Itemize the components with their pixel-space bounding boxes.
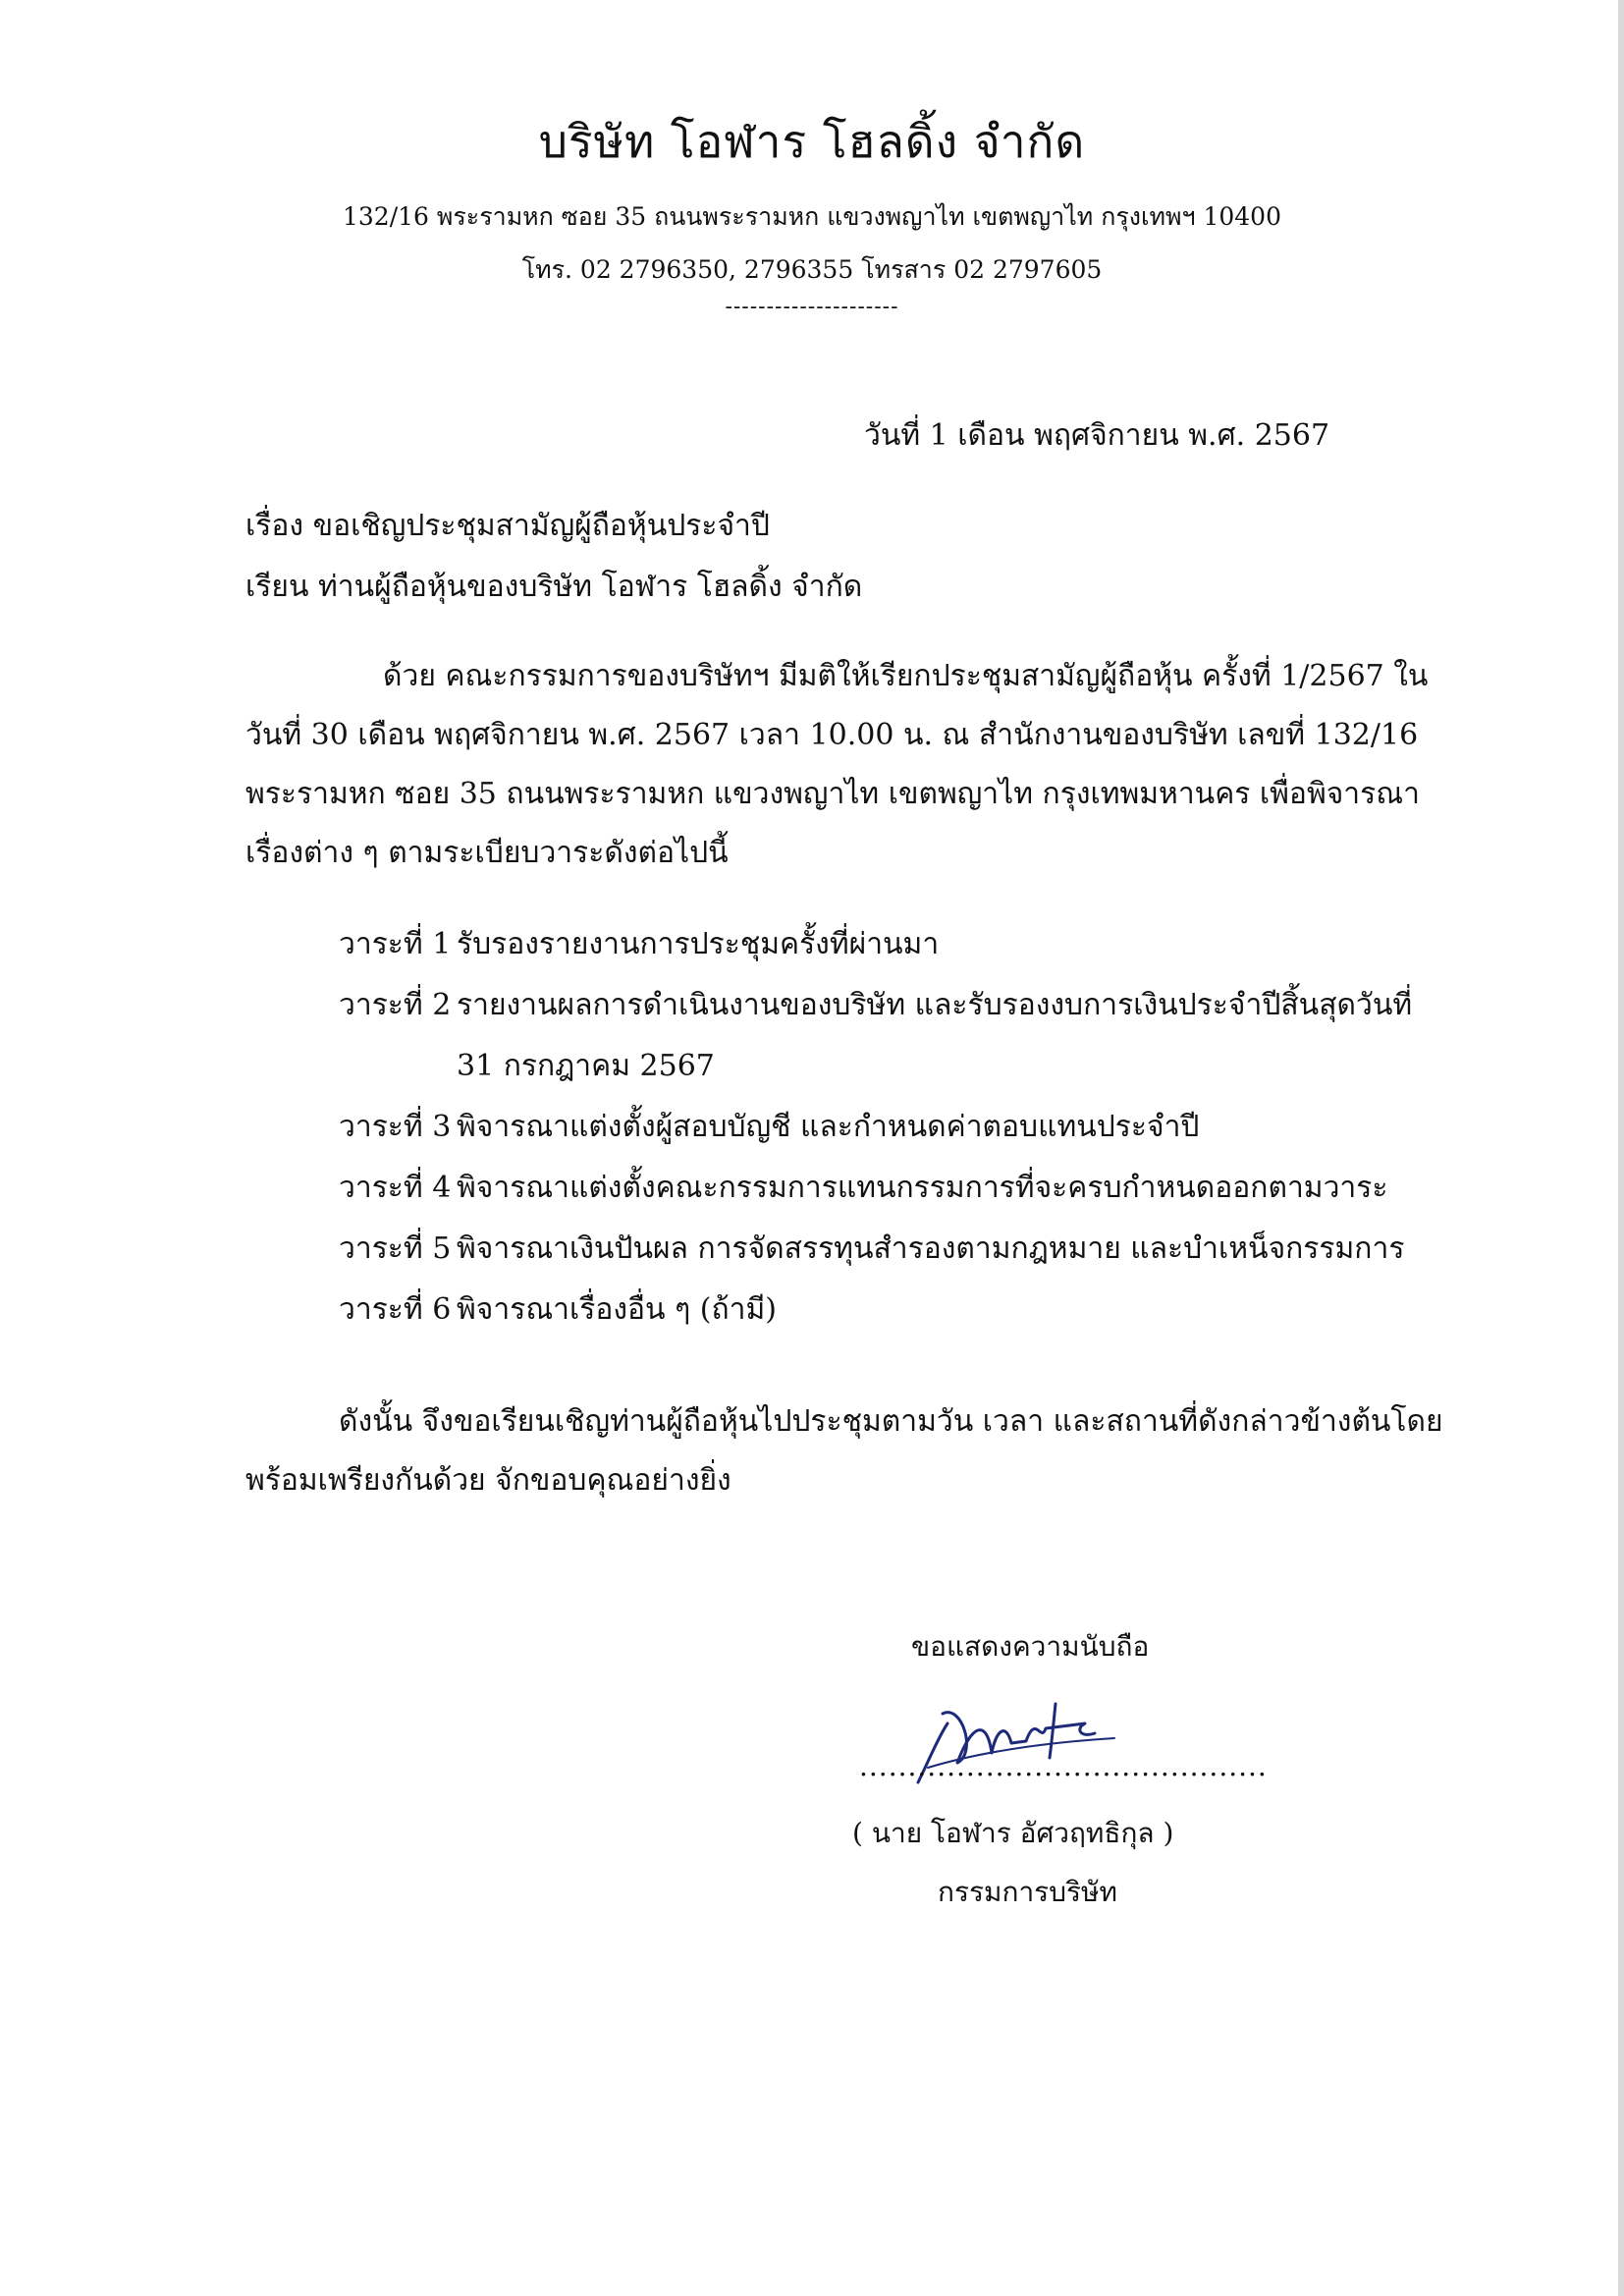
letter-date: วันที่ 1 เดือน พฤศจิกายน พ.ศ. 2567 <box>864 418 1330 453</box>
letter-recipient: เรียน ท่านผู้ถือหุ้นของบริษัท โอฬาร โฮลดิ้ง จำกัด <box>245 570 863 604</box>
company-name: บริษัท โอฬาร โฮลดิ้ง จำกัด <box>538 115 1086 168</box>
signer-title: กรรมการบริษัท <box>938 1876 1117 1908</box>
body-line-3: พระรามหก ซอย 35 ถนนพระรามหก แขวงพญาไท เขตพญาไท กรุงเทพมหานคร เพื่อพิจารณา <box>245 777 1420 811</box>
company-address: 132/16 พระรามหก ซอย 35 ถนนพระรามหก แขวงพญาไท เขตพญาไท กรุงเทพฯ 10400 <box>343 202 1281 231</box>
agenda-text-5: พิจารณาเงินปันผล การจัดสรรทุนสำรองตามกฎหมาย และบำเหน็จกรรมการ <box>457 1231 1405 1266</box>
letter-subject: เรื่อง ขอเชิญประชุมสามัญผู้ถือหุ้นประจำปี <box>245 509 770 543</box>
agenda-label-1: วาระที่ 1 <box>339 927 452 961</box>
agenda-text-4: พิจารณาแต่งตั้งคณะกรรมการแทนกรรมการที่จะครบกำหนดออกตามวาระ <box>457 1171 1388 1205</box>
body-line-4: เรื่องต่าง ๆ ตามระเบียบวาระดังต่อไปนี้ <box>245 836 729 870</box>
agenda-label-6: วาระที่ 6 <box>339 1292 452 1327</box>
scan-edge-shadow <box>1618 0 1624 2296</box>
company-phone-fax: โทร. 02 2796350, 2796355 โทรสาร 02 2797605 <box>521 255 1103 284</box>
agenda-text-6: พิจารณาเรื่องอื่น ๆ (ถ้ามี) <box>457 1292 777 1327</box>
signature-line: .......................................... <box>859 1750 1268 1782</box>
agenda-label-3: วาระที่ 3 <box>339 1110 452 1144</box>
letterhead-divider: --------------------- <box>725 295 899 319</box>
body-line-1: ด้วย คณะกรรมการของบริษัทฯ มีมติให้เรียกประชุมสามัญผู้ถือหุ้น ครั้งที่ 1/2567 ใน <box>383 659 1429 693</box>
agenda-text-1: รับรองรายงานการประชุมครั้งที่ผ่านมา <box>457 927 940 961</box>
agenda-text-3: พิจารณาแต่งตั้งผู้สอบบัญชี และกำหนดค่าตอบแทนประจำปี <box>457 1110 1200 1144</box>
agenda-label-2: วาระที่ 2 <box>339 988 452 1022</box>
closing-line-1: ดังนั้น จึงขอเรียนเชิญท่านผู้ถือหุ้นไปประชุมตามวัน เวลา และสถานที่ดังกล่าวข้างต้นโดย <box>339 1404 1443 1439</box>
signer-name: ( นาย โอฬาร อัศวฤทธิกุล ) <box>852 1817 1174 1849</box>
agenda-text-2: รายงานผลการดำเนินงานของบริษัท และรับรองงบการเงินประจำปีสิ้นสุดวันที่ <box>457 988 1413 1022</box>
agenda-label-5: วาระที่ 5 <box>339 1231 452 1266</box>
signature-regards: ขอแสดงความนับถือ <box>911 1630 1150 1663</box>
body-line-2: วันที่ 30 เดือน พฤศจิกายน พ.ศ. 2567 เวลา 10.00 น. ณ สำนักงานของบริษัท เลขที่ 132/16 <box>245 718 1419 752</box>
agenda-text-2-continued: 31 กรกฎาคม 2567 <box>457 1049 715 1083</box>
agenda-label-4: วาระที่ 4 <box>339 1171 452 1205</box>
closing-line-2: พร้อมเพรียงกันด้วย จักขอบคุณอย่างยิ่ง <box>245 1463 731 1498</box>
